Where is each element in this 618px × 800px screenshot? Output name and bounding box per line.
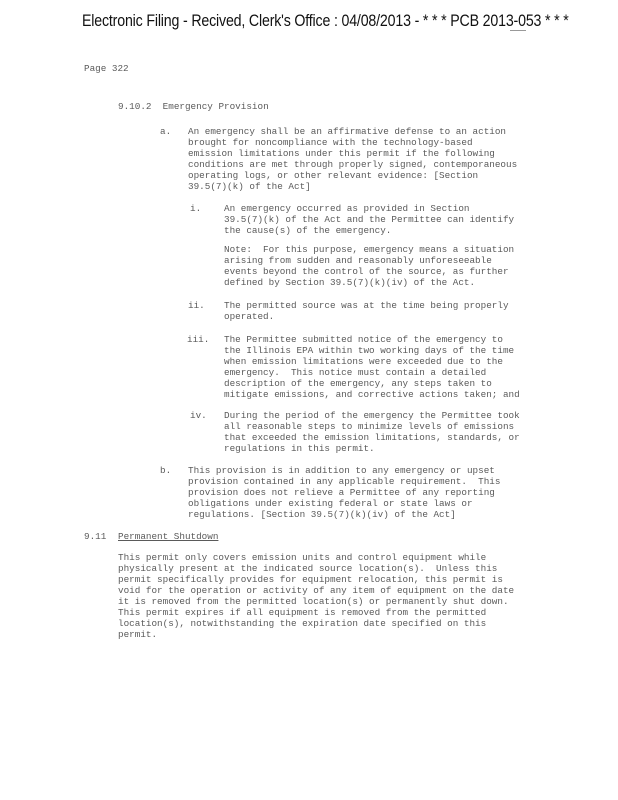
stamp-mark-icon <box>510 30 526 38</box>
para-b-text: This provision is in addition to any emergency or upset provision contained in any applicable requirement. This provision does not relieve a Permittee of any reporting obligations under existing federal or state laws or regulations. [Section 39.5(7)(k)(iv) of the Act] <box>188 465 501 520</box>
item-ii-text: The permitted source was at the time being properly operated. <box>224 300 509 322</box>
section-number: 9.10.2 <box>118 101 152 112</box>
item-i-text: An emergency occurred as provided in Section 39.5(7)(k) of the Act and the Permittee can identify the cause(s) of the emergency. <box>224 203 515 236</box>
section-9-10-2-heading <box>118 101 269 112</box>
permanent-shutdown-text: This permit only covers emission units and control equipment while physically present at the indicated source location(s). Unless this permit specifically provides for equipment relocation, this permit is void for the operation or activity of any item of equipment on the date it is removed from the permitted location(s) or permanently shut down. This permit expires if all equipment is removed from the permitted location(s), notwithstanding the expiration date specified on this permit. <box>118 552 515 640</box>
section-title: Emergency Provision <box>162 101 269 112</box>
para-a-label: a. <box>160 126 172 137</box>
item-ii-label: ii. <box>188 300 205 311</box>
filing-stamp-header: Electronic Filing - Recived, Clerk's Office : 04/08/2013 - * * * PCB 2013-053 * * * <box>82 12 569 30</box>
section-9-11-title: Permanent Shutdown <box>118 531 219 542</box>
emergency-note-text: Note: For this purpose, emergency means a situation arising from sudden and reasonably unforeseeable events beyond the control of the source, as further defined by Section 39.5(7)(k)(iv) of the Act. <box>224 244 515 288</box>
section-9-11-number: 9.11 <box>84 531 107 542</box>
para-a-text: An emergency shall be an affirmative defense to an action brought for noncompliance with the technology-based emission limitations under this permit if the following conditions are met through properly signed, contemporaneous operating logs, or other relevant evidence: [Section 39.5(7)(k) of the Act] <box>188 126 518 192</box>
page-number: Page 322 <box>84 63 129 74</box>
item-iv-label: iv. <box>190 410 207 421</box>
item-iv-text: During the period of the emergency the Permittee took all reasonable steps to minimize levels of emissions that exceeded the emission limitations, standards, or regulations in this permit. <box>224 410 520 454</box>
item-iii-label: iii. <box>187 334 210 345</box>
para-b-label: b. <box>160 465 172 476</box>
item-i-label: i. <box>190 203 202 214</box>
item-iii-text: The Permittee submitted notice of the emergency to the Illinois EPA within two working days of the time when emission limitations were exceeded due to the emergency. This notice must contain a detailed description of the emergency, any steps taken to mitigate emissions, and corrective actions taken; and <box>224 334 520 400</box>
